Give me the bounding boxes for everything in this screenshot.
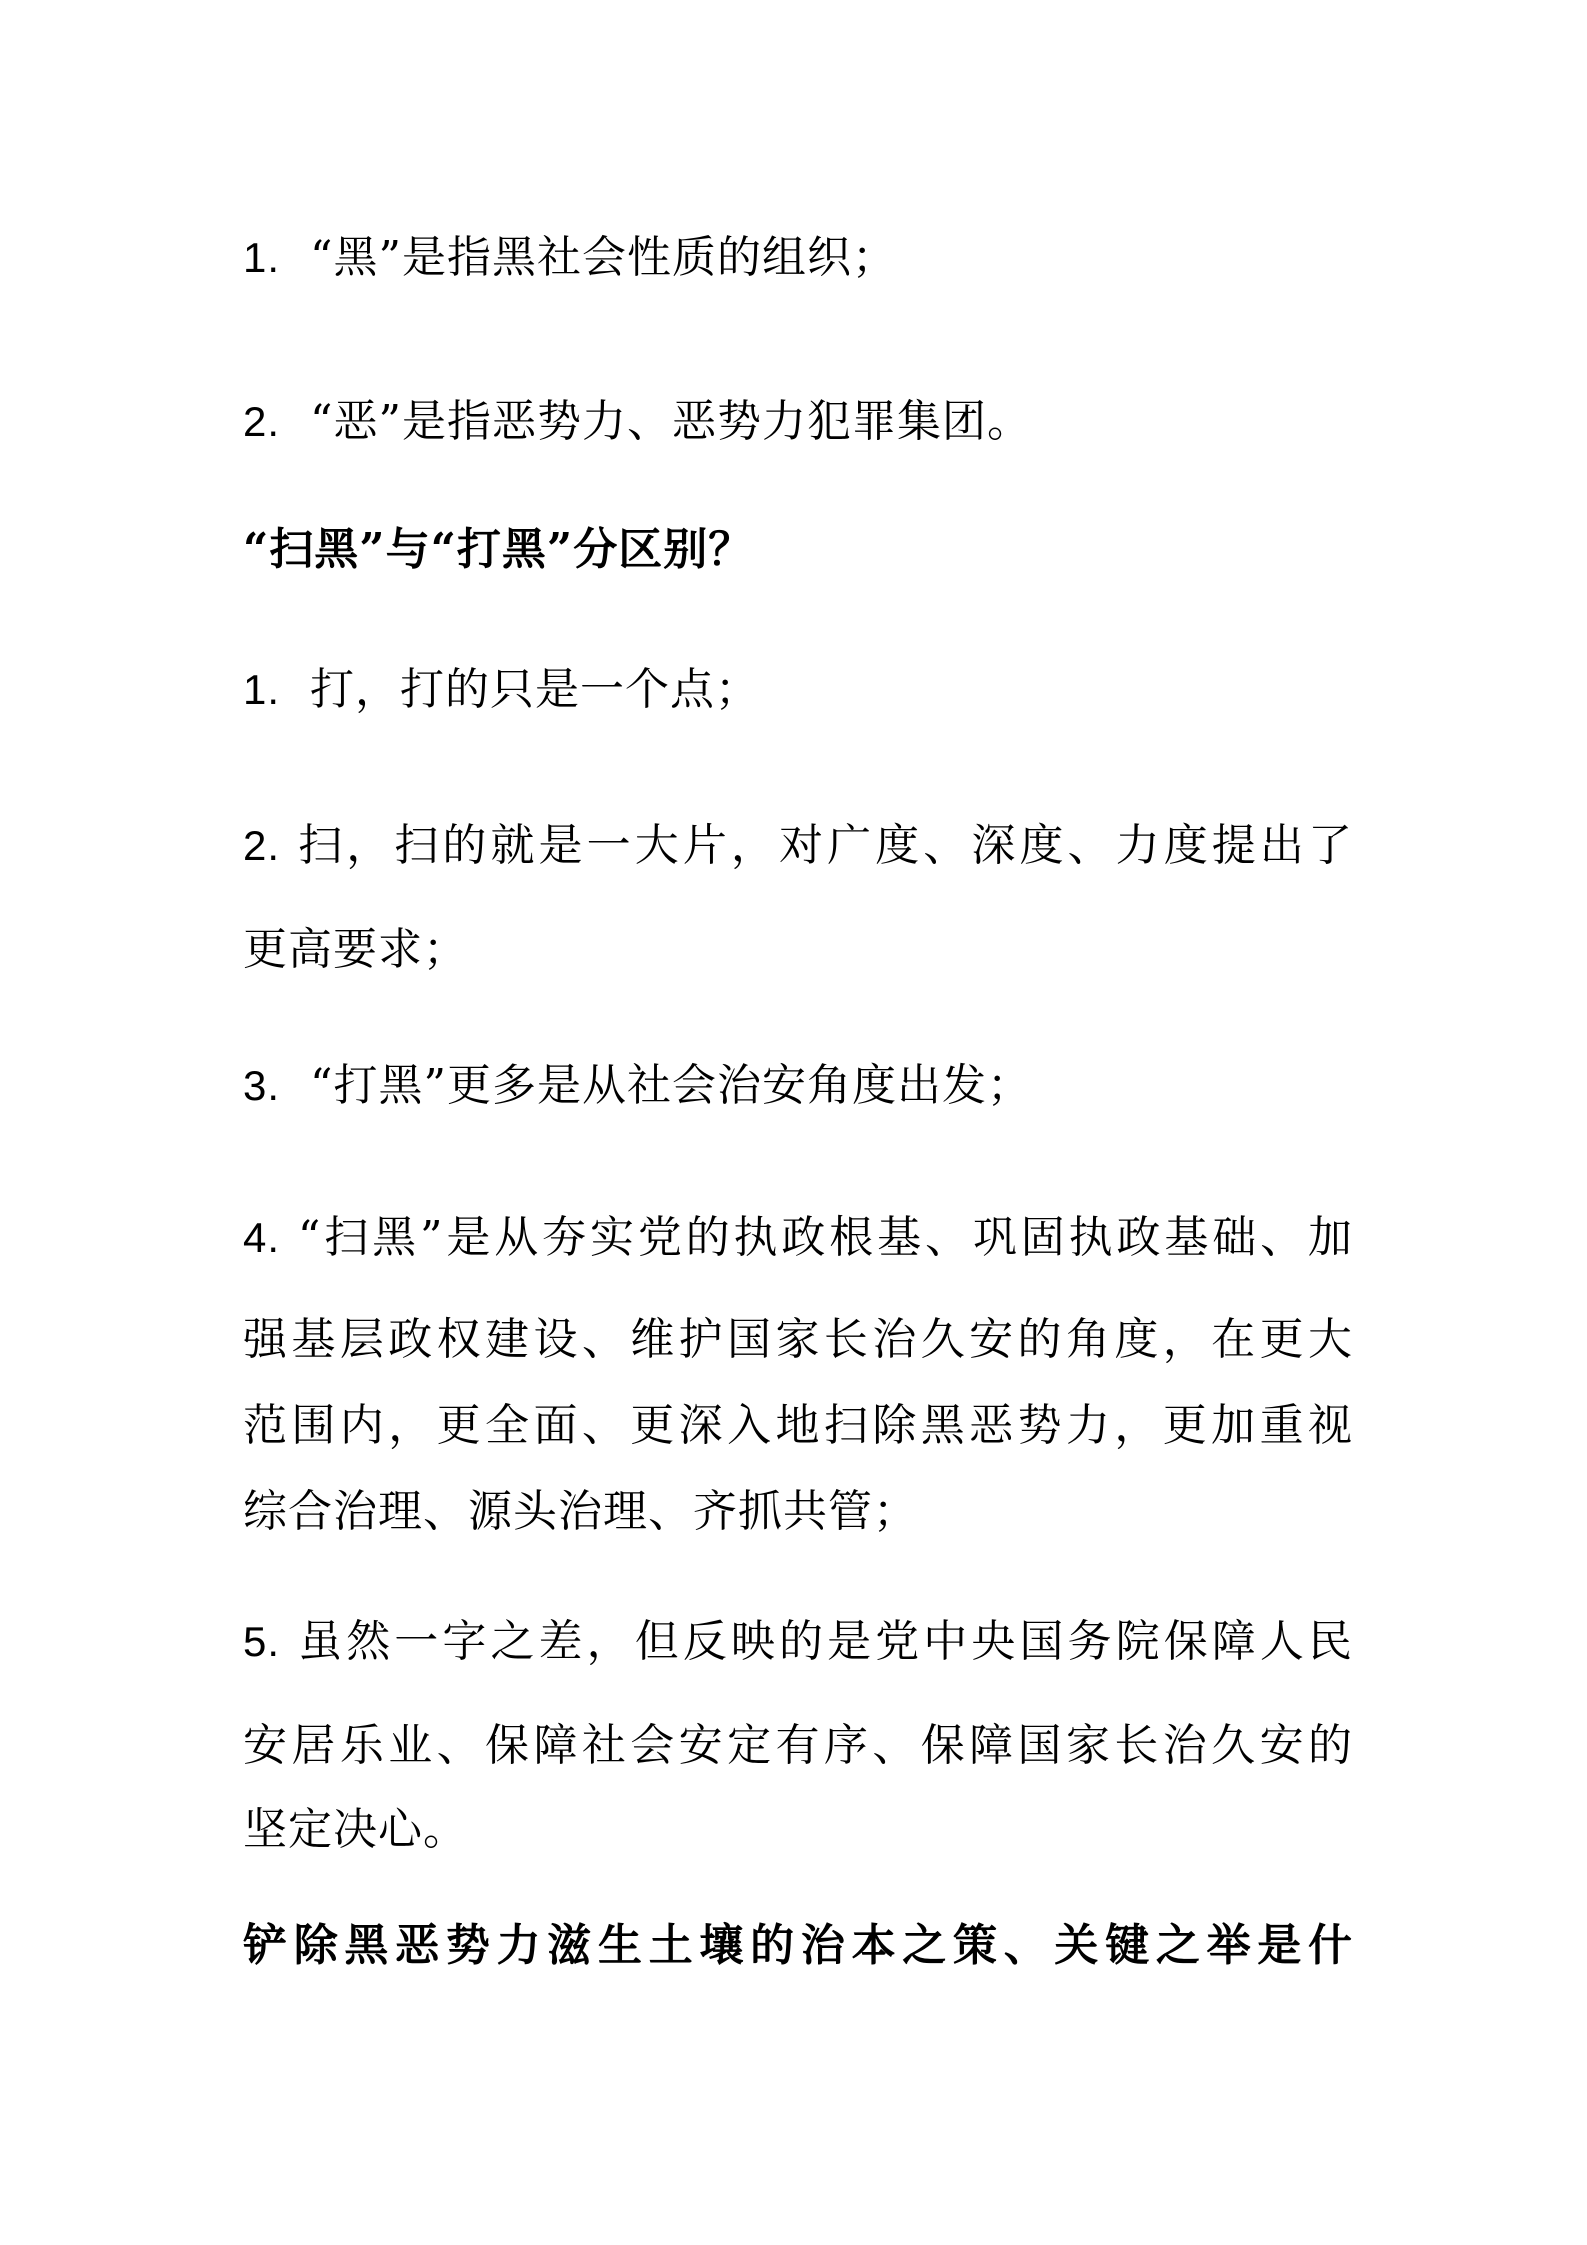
item-text: 扫，扫的就是一大片，对广度、深度、力度提出了 [298, 820, 1353, 871]
item-number: 1. [243, 666, 281, 713]
difference-item-2-line-2: 更高要求； [243, 924, 468, 975]
difference-item-2-line-1 [243, 816, 1353, 876]
definition-item-2 [243, 392, 1353, 452]
item-number: 2. [243, 398, 281, 445]
difference-item-5-line-1 [243, 1612, 1353, 1672]
difference-item-4-line-3: 范围内，更全面、更深入地扫除黑恶势力，更加重视 [243, 1400, 1353, 1451]
section-heading-difference: “扫黑”与“打黑”分区别？ [243, 524, 754, 575]
item-text: “黑”是指黑社会性质的组织； [310, 232, 898, 283]
item-number: 5. [243, 1618, 281, 1665]
item-text: 虽然一字之差，但反映的是党中央国务院保障人民 [298, 1616, 1353, 1667]
section-heading-root-cause: 铲除黑恶势力滋生土壤的治本之策、关键之举是什 [243, 1920, 1353, 1971]
difference-item-4-line-2: 强基层政权建设、维护国家长治久安的角度，在更大 [243, 1314, 1353, 1365]
definition-item-1 [243, 228, 1353, 288]
item-text: “扫黑”是从夯实党的执政根基、巩固执政基础、加 [297, 1212, 1353, 1263]
difference-item-4-line-1 [243, 1208, 1353, 1268]
item-number: 4. [243, 1214, 281, 1261]
difference-item-3 [243, 1056, 1353, 1116]
difference-item-5-line-2: 安居乐业、保障社会安定有序、保障国家长治久安的 [243, 1720, 1353, 1771]
item-text: 打，打的只是一个点； [310, 664, 761, 715]
item-number: 3. [243, 1062, 281, 1109]
item-number: 2. [243, 822, 281, 869]
difference-item-5-line-3: 坚定决心。 [243, 1804, 468, 1855]
difference-item-4-line-4: 综合治理、源头治理、齐抓共管； [243, 1486, 918, 1537]
difference-item-1 [243, 660, 1353, 720]
item-text: “恶”是指恶势力、恶势力犯罪集团。 [310, 396, 1033, 447]
item-number: 1. [243, 234, 281, 281]
item-text: “打黑”更多是从社会治安角度出发； [310, 1060, 1033, 1111]
